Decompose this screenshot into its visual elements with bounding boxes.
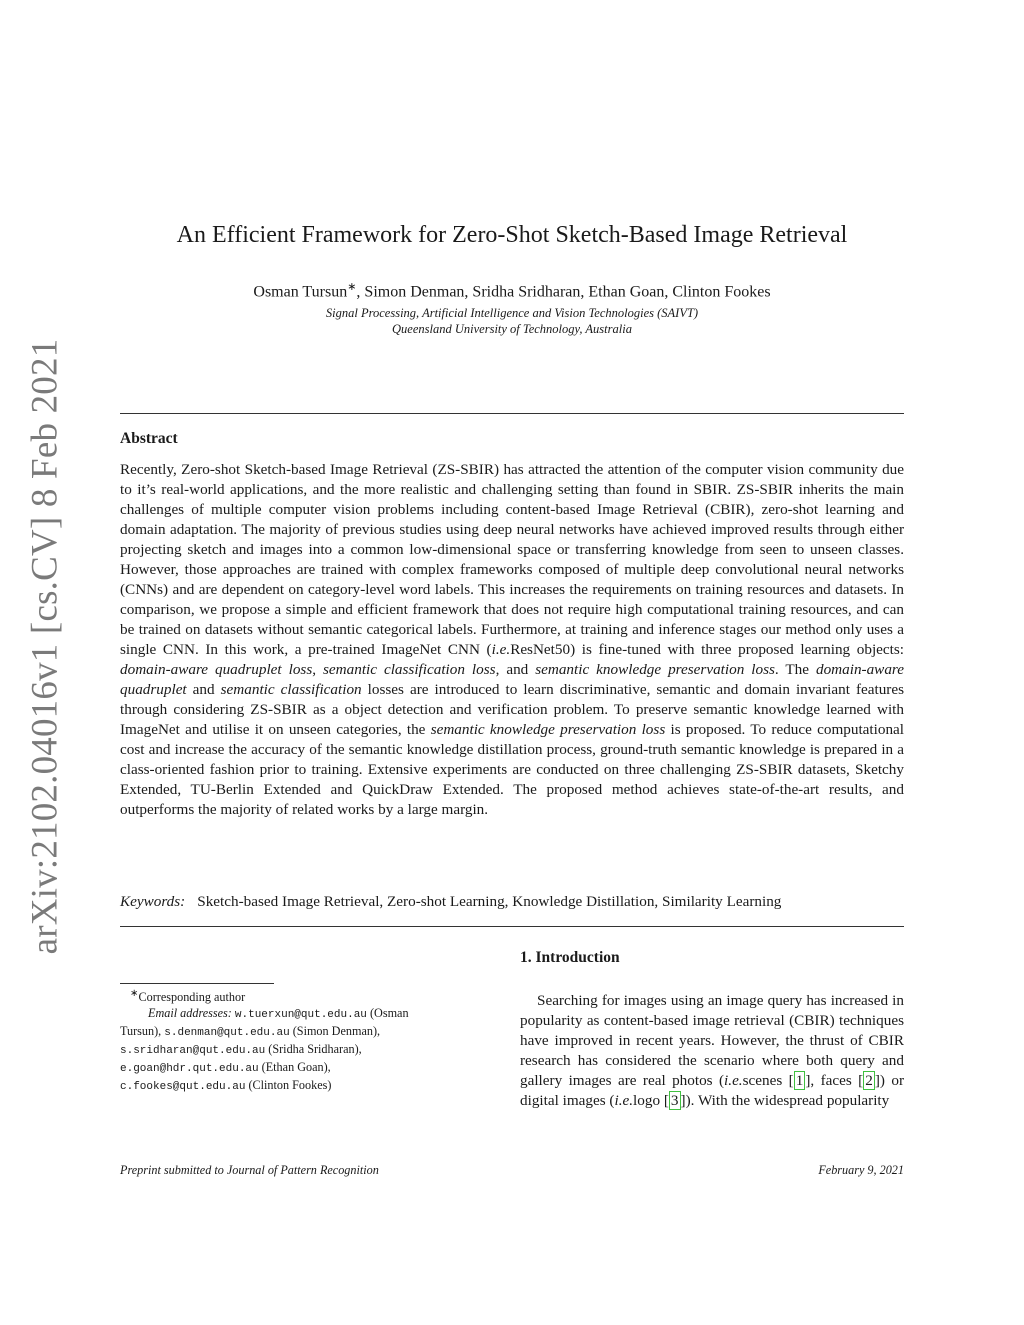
intro-ie: i.e. — [614, 1092, 634, 1109]
abstract-text: is proposed. To reduce computational cost and increase the accuracy of the semantic knowledge distillation process, ground-truth semantic knowledge is prepared in a class-oriented fashion prior to training. Extensive experiments are conducted on three challenging ZS-SBIR datasets, Sketchy Extended, TU-Berlin Extended and QuickDraw Extended. The proposed method achieves state-of-the-art results, and outperforms the majority of related works by a large margin. — [120, 721, 904, 818]
corresponding-mark: ∗ — [347, 281, 357, 293]
keywords-label: Keywords: — [120, 893, 186, 910]
intro-text: , faces — [810, 1072, 859, 1089]
intro-text: ) or digital images ( — [520, 1072, 904, 1109]
email-label: Email addresses: — [148, 1006, 232, 1021]
paper-title: An Efficient Framework for Zero-Shot Sketch-Based Image Retrieval — [176, 222, 848, 248]
footnote-corresponding-text: Corresponding author — [138, 990, 246, 1005]
footnote-emails-line3 — [120, 1041, 460, 1059]
arxiv-stamp-text: arXiv:2102.04016v1 [cs.CV] 8 Feb 2021 — [24, 338, 66, 954]
abstract-loss-term: domain-aware quadruplet loss — [120, 661, 313, 678]
abstract-text: and — [186, 681, 221, 698]
abstract-heading: Abstract — [120, 430, 178, 447]
email-owner: Tursun), — [120, 1024, 162, 1039]
email-owner: (Ethan Goan), — [261, 1060, 331, 1075]
email-link[interactable]: e.goan@hdr.qut.edu.au — [120, 1063, 259, 1076]
email-link[interactable]: c.fookes@qut.edu.au — [120, 1081, 246, 1094]
abstract-loss-term: semantic classification — [220, 681, 362, 698]
author-first: Osman Tursun — [253, 283, 348, 301]
email-link[interactable]: s.sridharan@qut.edu.au — [120, 1045, 266, 1058]
citation-link[interactable]: 1 — [795, 1072, 804, 1089]
abstract-ie: i.e. — [491, 641, 511, 658]
citation-link[interactable]: 2 — [865, 1072, 873, 1089]
intro-ie: i.e. — [724, 1072, 743, 1089]
email-owner: (Simon Denman), — [292, 1024, 381, 1039]
citation-link[interactable]: 3 — [670, 1092, 679, 1109]
footnote-divider — [120, 983, 274, 984]
keywords-line — [120, 892, 904, 912]
affiliation-line-1: Signal Processing, Artificial Intelligence and Vision Technologies (SAIVT) — [325, 306, 699, 320]
intro-text: Searching for images using an image query has increased in popularity as content-based image retrieval (CBIR) techniques have improved in recent years. However, the thrust of CBIR research has considered the scenario where both query and gallery images are real photos ( — [520, 992, 904, 1089]
keywords-text: Sketch-based Image Retrieval, Zero-shot Learning, Knowledge Distillation, Similarity Learning — [197, 893, 782, 910]
abstract-loss-term: semantic knowledge preservation loss — [430, 721, 666, 738]
email-owner: (Clinton Fookes) — [248, 1078, 332, 1093]
author-rest: , Simon Denman, Sridha Sridharan, Ethan Goan, Clinton Fookes — [356, 283, 771, 301]
footnote-emails-line5 — [120, 1077, 460, 1095]
affiliation-line-2: Queensland University of Technology, Australia — [392, 322, 632, 336]
email-owner: (Osman — [369, 1006, 409, 1021]
footnote-emails-line4 — [120, 1059, 460, 1077]
abstract-text: Recently, Zero-shot Sketch-based Image Retrieval (ZS-SBIR) has attracted the attention of the computer vision community due to it’s real-world applications, and the more realistic and challenging setting than found in SBIR. ZS-SBIR inherits the main challenges of multiple computer vision problems including content-based Image Retrieval (CBIR), zero-shot learning and domain adaptation. The majority of previous studies using deep neural networks have achieved improved results through either projecting sketch and images into a common low-dimensional space or transferring knowledge from seen to unseen classes. However, those approaches are trained with complex frameworks composed of multiple deep convolutional neural networks (CNNs) and are dependent on category-level word labels. This increases the requirements on training resources and datasets. In comparison, we propose a simple and efficient framework that does not require high computational training resources, and can be trained on datasets without semantic categorical labels. Furthermore, at training and inference stages our method only uses a single CNN. In this work, a pre-trained ImageNet CNN ( — [120, 461, 904, 658]
abstract-text: , and — [495, 661, 536, 678]
abstract-loss-term: semantic knowledge preservation loss — [535, 661, 775, 678]
abstract-body — [120, 460, 904, 820]
section-heading-introduction: 1. Introduction — [520, 949, 620, 966]
intro-text: scenes — [742, 1072, 789, 1089]
footnote-emails-line2 — [120, 1023, 460, 1041]
preprint-note: Preprint submitted to Journal of Pattern Recognition — [120, 1163, 379, 1177]
divider-top — [120, 413, 904, 414]
email-owner: (Sridha Sridharan), — [268, 1042, 362, 1057]
intro-text: ). With the widespread popularity — [685, 1092, 890, 1109]
intro-text: logo — [633, 1092, 664, 1109]
footnote-mark: ∗ — [130, 988, 139, 999]
author-list — [120, 276, 904, 303]
abstract-loss-term: semantic classification loss — [323, 661, 496, 678]
email-link[interactable]: s.denman@qut.edu.au — [164, 1027, 290, 1040]
introduction-body: Searching for images using an image query has increased in popularity as content-based image retrieval (CBIR) techniques have improved in recent years. However, the thrust of CBIR research has considered the scenario where both query and gallery images are real photos (i.e.scenes [ 1 ], faces [ 2 ]) or digital images (i.e.logo [ 3 ]). With the widespread popularity — [520, 992, 904, 1109]
abstract-loss-term: domain-aware quadruplet — [120, 661, 904, 698]
date-note: February 9, 2021 — [818, 1163, 904, 1177]
abstract-text: ResNet50) is fine-tuned with three proposed learning objects: — [510, 641, 904, 658]
abstract-text: losses are introduced to learn discriminative, semantic and domain invariant features through considering ZS-SBIR as a object detection and verification problem. To preserve semantic knowledge learned with ImageNet and utilise it on unseen categories, the — [120, 681, 905, 738]
abstract-text: , — [312, 661, 324, 678]
email-link[interactable]: w.tuerxun@qut.edu.au — [234, 1009, 367, 1022]
abstract-text: . The — [774, 661, 816, 678]
footnotes — [120, 986, 460, 1095]
divider-bottom — [120, 926, 904, 927]
arxiv-stamp — [14, 338, 76, 954]
footnote-emails-line1 — [120, 1005, 460, 1023]
footnote-corresponding — [120, 986, 460, 1005]
